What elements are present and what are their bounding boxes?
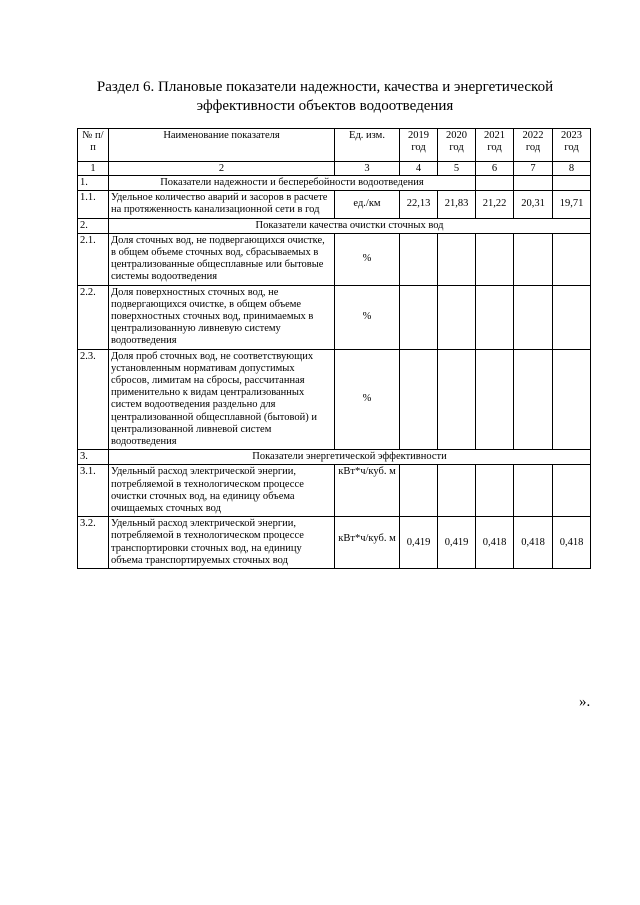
indicator-name: Доля сточных вод, не подвергающихся очистке, в общем объеме сточных вод, сбрасываемых в централизованные общесплавные или бытовые системы водоотведения (109, 233, 335, 285)
value-2021 (476, 465, 514, 517)
section-number: 3. (78, 450, 109, 465)
column-number: 5 (438, 162, 476, 176)
section-heading: Показатели энергетической эффективности (109, 450, 591, 465)
section-row (78, 450, 591, 465)
empty-cell (553, 176, 591, 191)
empty-cell (476, 176, 514, 191)
column-number: 1 (78, 162, 109, 176)
column-number: 6 (476, 162, 514, 176)
value-2020 (438, 233, 476, 285)
value-2020: 0,419 (438, 517, 476, 569)
value-2023 (553, 285, 591, 349)
header-num: № п/п (78, 129, 109, 162)
table-row (78, 285, 591, 349)
value-2019 (400, 465, 438, 517)
value-2023 (553, 349, 591, 450)
value-2019: 0,419 (400, 517, 438, 569)
value-2020: 21,83 (438, 191, 476, 218)
indicator-unit: кВт*ч/куб. м (335, 517, 400, 569)
value-2023: 19,71 (553, 191, 591, 218)
value-2022: 20,31 (514, 191, 553, 218)
indicator-name: Доля проб сточных вод, не соответствующих установленным нормативам допустимых сбросов, лимитам на сбросы, рассчитанная применительно к видам централизованных систем водоотведения раздельно для централизованной общесплавной (бытовой) и централизованной ливневой систем водоотведения (109, 349, 335, 450)
section-title-line-2: эффективности объектов водоотведения (196, 98, 454, 114)
header-unit: Ед. изм. (335, 129, 400, 162)
row-number: 2.1. (78, 233, 109, 285)
row-number: 3.2. (78, 517, 109, 569)
value-2021 (476, 285, 514, 349)
table-row (78, 349, 591, 450)
indicator-unit: кВт*ч/куб. м (335, 465, 400, 517)
header-year-2020: 2020 год (438, 129, 476, 162)
value-2019 (400, 349, 438, 450)
value-2021: 0,418 (476, 517, 514, 569)
value-2020 (438, 465, 476, 517)
empty-cell (514, 176, 553, 191)
value-2020 (438, 285, 476, 349)
column-number: 7 (514, 162, 553, 176)
value-2023 (553, 233, 591, 285)
indicator-unit: ед./км (335, 191, 400, 218)
header-year-2023: 2023 год (553, 129, 591, 162)
indicator-unit: % (335, 285, 400, 349)
value-2020 (438, 349, 476, 450)
table-row (78, 191, 591, 218)
table-row (78, 465, 591, 517)
row-number: 2.2. (78, 285, 109, 349)
column-number: 4 (400, 162, 438, 176)
section-number: 1. (78, 176, 109, 191)
header-year-2022: 2022 год (514, 129, 553, 162)
indicator-unit: % (335, 233, 400, 285)
value-2022 (514, 233, 553, 285)
column-numbers-row (78, 162, 591, 176)
value-2022 (514, 465, 553, 517)
value-2022 (514, 349, 553, 450)
value-2023: 0,418 (553, 517, 591, 569)
section-heading: Показатели качества очистки сточных вод (109, 218, 591, 233)
closing-quote: ». (579, 694, 591, 710)
value-2021 (476, 233, 514, 285)
section-row (78, 176, 591, 191)
row-number: 1.1. (78, 191, 109, 218)
indicator-name: Удельный расход электрической энергии, потребляемой в технологическом процессе транспортировки сточных вод, на единицу объема транспортируемых сточных вод (109, 517, 335, 569)
section-heading: Показатели надежности и бесперебойности водоотведения (109, 176, 476, 191)
column-number: 2 (109, 162, 335, 176)
indicator-unit: % (335, 349, 400, 450)
column-number: 8 (553, 162, 591, 176)
table-row (78, 517, 591, 569)
header-year-2021: 2021 год (476, 129, 514, 162)
section-number: 2. (78, 218, 109, 233)
table-header-row (78, 129, 591, 162)
indicator-name: Удельный расход электрической энергии, потребляемой в технологическом процессе очистки сточных вод, на единицу объема очищаемых сточных вод (109, 465, 335, 517)
section-title (60, 78, 590, 116)
section-row (78, 218, 591, 233)
value-2022: 0,418 (514, 517, 553, 569)
indicator-name: Удельное количество аварий и засоров в расчете на протяженность канализационной сети в год (109, 191, 335, 218)
value-2019 (400, 233, 438, 285)
value-2021: 21,22 (476, 191, 514, 218)
value-2021 (476, 349, 514, 450)
header-year-2019: 2019 год (400, 129, 438, 162)
value-2023 (553, 465, 591, 517)
table-row (78, 233, 591, 285)
indicators-table (77, 128, 591, 569)
section-title-line-1: Раздел 6. Плановые показатели надежности, качества и энергетической (96, 79, 554, 95)
indicator-name: Доля поверхностных сточных вод, не подвергающихся очистке, в общем объеме поверхностных сточных вод, принимаемых в централизованную ливневую систему водоотведения (109, 285, 335, 349)
row-number: 2.3. (78, 349, 109, 450)
header-name: Наименование показателя (109, 129, 335, 162)
value-2019: 22,13 (400, 191, 438, 218)
value-2022 (514, 285, 553, 349)
value-2019 (400, 285, 438, 349)
column-number: 3 (335, 162, 400, 176)
row-number: 3.1. (78, 465, 109, 517)
